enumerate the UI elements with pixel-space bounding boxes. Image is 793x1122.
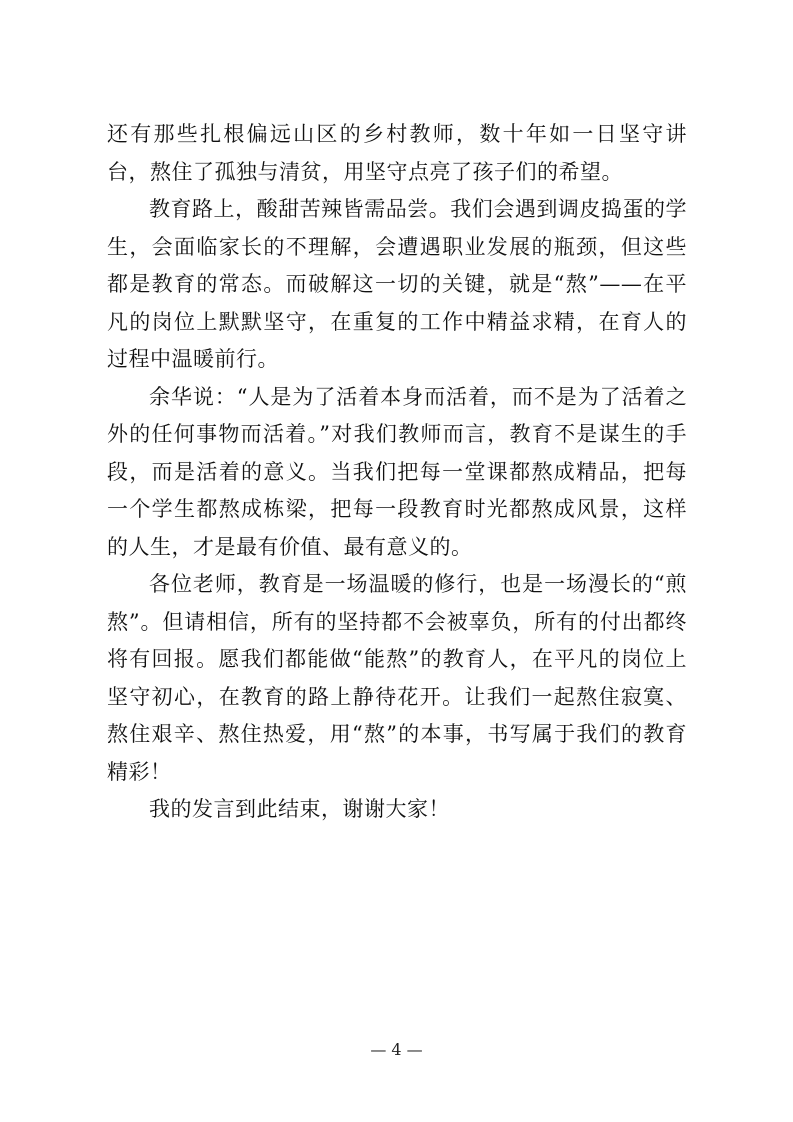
paragraph-2: 教育路上，酸甜苦辣皆需品尝。我们会遇到调皮捣蛋的学生，会面临家长的不理解，会遭遇职业发展的瓶颈，但这些都是教育的常态。而破解这一切的关键，就是“熬”——在平凡的岗位上默默坚守，在重复的工作中精益求精，在育人的过程中温暖前行。	[107, 197, 687, 371]
document-body	[107, 116, 687, 829]
paragraph-4: 各位老师，教育是一场温暖的修行，也是一场漫长的“煎熬”。但请相信，所有的坚持都不会被辜负，所有的付出都终将有回报。愿我们都能做“能熬”的教育人，在平凡的岗位上坚守初心，在教育的路上静待花开。让我们一起熬住寂寞、熬住艰辛、熬住热爱，用“熬”的本事，书写属于我们的教育精彩！	[107, 572, 687, 784]
paragraph-5: 我的发言到此结束，谢谢大家！	[149, 797, 450, 821]
paragraph-1: 还有那些扎根偏远山区的乡村教师，数十年如一日坚守讲台，熬住了孤独与清贫，用坚守点亮了孩子们的希望。	[107, 122, 687, 184]
page-number: — 4 —	[370, 1040, 423, 1059]
paragraph-3: 余华说：“人是为了活着本身而活着，而不是为了活着之外的任何事物而活着。”对我们教师而言，教育不是谋生的手段，而是活着的意义。当我们把每一堂课都熬成精品，把每一个学生都熬成栋梁，把每一段教育时光都熬成风景，这样的人生，才是最有价值、最有意义的。	[107, 384, 687, 559]
